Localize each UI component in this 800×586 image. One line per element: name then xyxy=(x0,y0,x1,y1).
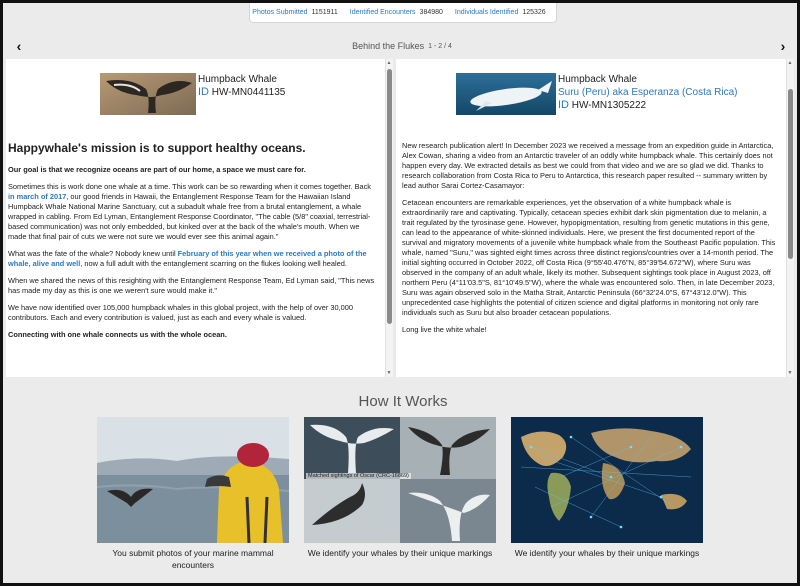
how-it-works-title: How It Works xyxy=(358,393,448,410)
story-paragraph-2 xyxy=(8,249,378,269)
story-panel-2[interactable] xyxy=(396,59,794,377)
id-key-1: ID xyxy=(198,86,209,98)
story-text-1 xyxy=(8,141,378,347)
card-caption-3: We identify your whales by their unique markings xyxy=(514,548,700,558)
whale-id-2[interactable] xyxy=(558,99,738,112)
how-card-identify-1 xyxy=(304,417,496,559)
scroll-down-icon[interactable]: ▼ xyxy=(386,370,392,376)
previous-arrow-icon[interactable]: ‹ xyxy=(16,38,22,54)
species-label-2: Humpback Whale xyxy=(558,74,637,85)
photos-submitted-label: Photos Submitted xyxy=(252,9,308,16)
goal-lead: Our goal is that we recognize oceans are part of our home, a space we must care for. xyxy=(8,165,306,174)
whale-meta-2 xyxy=(558,73,738,115)
matched-sightings-label: Matched sightings of Oscar (CRC-16869) xyxy=(308,473,409,479)
whale-alias[interactable]: Suru (Peru) aka Esperanza (Costa Rica) xyxy=(558,87,738,98)
closing-line: Connecting with one whale connects us with the whole ocean. xyxy=(8,330,227,339)
how-card-identify-2 xyxy=(511,417,703,559)
research-paragraph-2: Cetacean encounters are remarkable experiences, yet the observation of a white humpback whale is extraordinarily rare and captivating. Typically, cetacean species exhibit dark skin pigmentation due to melanin, a trait regulated by the tyrosinase gene. However, hypopigmentation, resulting from genetic mutations in this gene, can lead to the appearance of white-skinned individuals. Here, we present the first documented report of the survival and migratory movements of a juvenile white humpback whale from the Southeast Pacific population. This whale, named "Suru," was sighted eight times across three distinct regions/countries over a 14-month period. The initial sighting occurred in October 2022, off Costa Rica (9°55'40.476"N, 85°39'54.672"W), where Suru was observed in the company of an adult whale, likely its mother. Subsequent sightings took place in August 2023, off northern Peru (4°11'03.5"S, 81°10'49.5"W), where the whale was encountered solo. Then, in late December 2023, Suru was again observed solo in the Matha Strait, Antarctic Peninsula (66°32'24.0"S, 67°43'12.0"W). This unprecedented case highlights the potential of citizen science and digital platforms in monitoring not only rare individuals such as Suru but also broader cetacean populations. xyxy=(402,198,776,317)
scroll-thumb-2[interactable] xyxy=(788,89,793,259)
story-paragraph-3: When we shared the news of this resighting with the Entanglement Response Team, Ed Lyman said, "This news has made my day as this is one we weren't sure would make it." xyxy=(8,276,375,295)
whale-header-1 xyxy=(100,73,285,115)
carousel-title: Behind the Flukes xyxy=(352,41,425,51)
card-caption-2: We identify your whales by their unique markings xyxy=(307,548,493,558)
scrollbar-2[interactable] xyxy=(786,59,794,377)
card-caption-1: You submit photos of your marine mammal encounters xyxy=(112,548,274,570)
research-paragraph-1: New research publication alert! In December 2023 we received a message from an expedition guide in Antarctica, Alex Cowan, sharing a video from an Antarctic traveler of an oddly white humpback whale. This certainly does not happen every day. We extracted details as best we could from that video and we are so glad we did. Thanks to research collaboration from Costa Rica to Peru to Antarctica, this research paper resulted -- summary written by lead author Sarai Cortez-Casamayor: xyxy=(402,141,774,190)
carousel-header xyxy=(7,35,797,57)
paragraph-2-start: What was the fate of the whale? Nobody knew until xyxy=(8,249,178,258)
whale-meta-1 xyxy=(198,73,285,115)
id-value-1[interactable]: HW-MN0441135 xyxy=(211,87,286,98)
photos-submitted-value: 1151911 xyxy=(311,9,338,16)
submit-photos-image xyxy=(97,417,289,543)
individuals-identified-value: 125326 xyxy=(522,9,546,16)
february-photo-link[interactable]: February of this year when we received a photo of the whale, alive and well xyxy=(8,249,367,268)
scroll-thumb-1[interactable] xyxy=(387,69,392,324)
matched-sightings-image xyxy=(304,417,496,543)
identified-encounters-label: Identified Encounters xyxy=(349,9,416,16)
individuals-identified-label: Individuals Identified xyxy=(454,9,519,16)
mission-heading: Happywhale's mission is to support healthy oceans. xyxy=(8,141,306,155)
fluke-photo-1[interactable] xyxy=(100,73,196,115)
scroll-up-icon[interactable]: ▲ xyxy=(787,60,793,66)
whale-id-1[interactable] xyxy=(198,86,285,99)
march-2017-link[interactable]: in march of 2017 xyxy=(8,192,67,201)
story-text-2 xyxy=(402,141,778,342)
story-panel-1[interactable] xyxy=(6,59,393,377)
whale-header-2 xyxy=(456,73,738,115)
identified-encounters-value: 384980 xyxy=(419,9,443,16)
world-map-image xyxy=(511,417,703,543)
research-paragraph-3: Long live the white whale! xyxy=(402,325,487,334)
id-value-2[interactable]: HW-MN1305222 xyxy=(571,100,647,111)
paragraph-2-end: , now a full adult with the entanglement scarring on the flukes looking well healed. xyxy=(80,259,347,268)
scroll-down-icon[interactable]: ▼ xyxy=(787,370,793,376)
story-paragraph-4: We have now identified over 105,000 humpback whales in this global project, with the help of over 30,000 contributors. Each and every contribution is valued, just as each and every whale is valued. xyxy=(8,303,353,322)
species-label-1: Humpback Whale xyxy=(198,74,277,85)
paragraph-1-end: , our good friends in Hawaii, the Entanglement Response Team for the Hawaiian Island Humpback Whale National Marine Sanctuary, cut a subadult whale free from a brutal entanglement, a whale wrapped in cabling. From Ed Lyman, Entanglement Response Coordinator, "The cable (5/8" coaxial, terrestrial-based communication) was not only embedded, but kinked over at the back of the whale's mouth. When we made that final pair of cuts we were not sure we would ever see this animal again." xyxy=(8,192,371,241)
stats-bar xyxy=(249,3,557,23)
next-arrow-icon[interactable]: › xyxy=(780,38,786,54)
scroll-up-icon[interactable]: ▲ xyxy=(386,60,392,66)
id-key-2: ID xyxy=(558,99,569,111)
white-whale-photo[interactable] xyxy=(456,73,556,115)
story-paragraph-1 xyxy=(8,182,378,242)
paragraph-1-start: Sometimes this is work done one whale at a time. This work can be so rewarding when it comes together. Back xyxy=(8,182,371,191)
carousel-count: 1 - 2 / 4 xyxy=(428,42,452,50)
scrollbar-1[interactable] xyxy=(385,59,393,377)
how-card-submit xyxy=(97,417,289,571)
